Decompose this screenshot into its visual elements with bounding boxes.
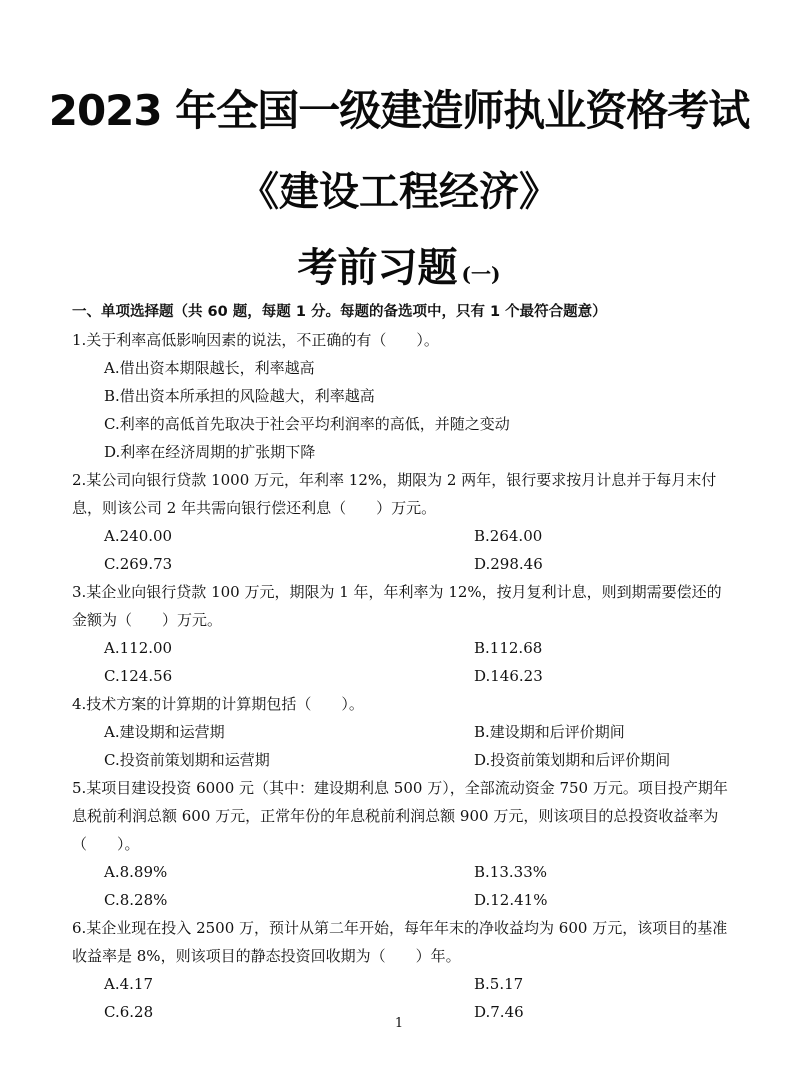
option-c: C.6.28 (104, 1003, 154, 1021)
option-d: D.146.23 (474, 667, 543, 685)
option-a: A.4.17 (104, 975, 153, 993)
question-6 (72, 914, 728, 1026)
question-list (72, 298, 728, 1026)
question-4 (72, 690, 728, 774)
option-d: D.298.46 (474, 555, 543, 573)
option-c: C.8.28% (104, 891, 168, 909)
section-heading: 一、单项选择题（共 60 题，每题 1 分。每题的备选项中，只有 1 个最符合题意） (72, 304, 607, 320)
option-a: A.建设期和运营期 (104, 723, 225, 741)
question-5 (72, 774, 728, 914)
option-b: B.借出资本所承担的风险越大，利率越高 (104, 387, 375, 405)
option-a: A.240.00 (104, 527, 173, 545)
option-d: D.12.41% (474, 891, 548, 909)
option-row (72, 634, 728, 662)
page-number: 1 (394, 1016, 404, 1031)
option-row (72, 970, 728, 998)
option-b: B.5.17 (474, 975, 524, 993)
option-c: C.利率的高低首先取决于社会平均利润率的高低，并随之变动 (104, 415, 510, 433)
option-c: C.269.73 (104, 555, 173, 573)
option-c: C.124.56 (104, 667, 173, 685)
exercise-title (0, 236, 798, 293)
option-row (72, 662, 728, 690)
question-3 (72, 578, 728, 690)
option-b: B.264.00 (474, 527, 543, 545)
option-d: D.7.46 (474, 1003, 524, 1021)
option-b: B.112.68 (474, 639, 543, 657)
question-2 (72, 466, 728, 578)
option-row (72, 718, 728, 746)
question-1 (72, 326, 728, 466)
exam-title: 2023 年全国一级建造师执业资格考试 (48, 86, 750, 135)
option-d: D.投资前策划期和后评价期间 (474, 751, 671, 769)
option-row (72, 522, 728, 550)
option-d: D.利率在经济周期的扩张期下降 (104, 443, 316, 461)
question-stem: 1.关于利率高低影响因素的说法，不正确的有（ ）。 (72, 331, 439, 349)
option-row (72, 746, 728, 774)
option-row (72, 550, 728, 578)
subject-title: 《建设工程经济》 (239, 168, 559, 215)
exercise-number: (一) (461, 262, 501, 286)
question-stem: 2.某公司向银行贷款 1000 万元，年利率 12%，期限为 2 两年，银行要求按月计息并于每月末付息，则该公司 2 年共需向银行偿还利息（ ）万元。 (72, 471, 717, 517)
question-stem: 4.技术方案的计算期的计算期包括（ ）。 (72, 695, 364, 713)
option-c: C.投资前策划期和运营期 (104, 751, 270, 769)
option-a: A.8.89% (104, 863, 168, 881)
exercise-label: 考前习题 (297, 244, 458, 291)
option-row (72, 886, 728, 914)
option-row (72, 858, 728, 886)
option-b: B.13.33% (474, 863, 547, 881)
option-a: A.借出资本期限越长，利率越高 (104, 359, 315, 377)
question-stem: 3.某企业向银行贷款 100 万元，期限为 1 年，年利率为 12%，按月复利计息，则到期需要偿还的金额为（ ）万元。 (72, 583, 722, 629)
question-stem: 5.某项目建设投资 6000 元（其中：建设期利息 500 万），全部流动资金 750 万元。项目投产期年息税前利润总额 600 万元，正常年份的年息税前利润总额 900 万元，则该项目的总投资收益率为（ ）。 (72, 779, 728, 853)
question-stem: 6.某企业现在投入 2500 万，预计从第二年开始，每年年末的净收益均为 600 万元，该项目的基准收益率是 8%，则该项目的静态投资回收期为（ ）年。 (72, 919, 728, 965)
option-b: B.建设期和后评价期间 (474, 723, 625, 741)
option-a: A.112.00 (104, 639, 173, 657)
